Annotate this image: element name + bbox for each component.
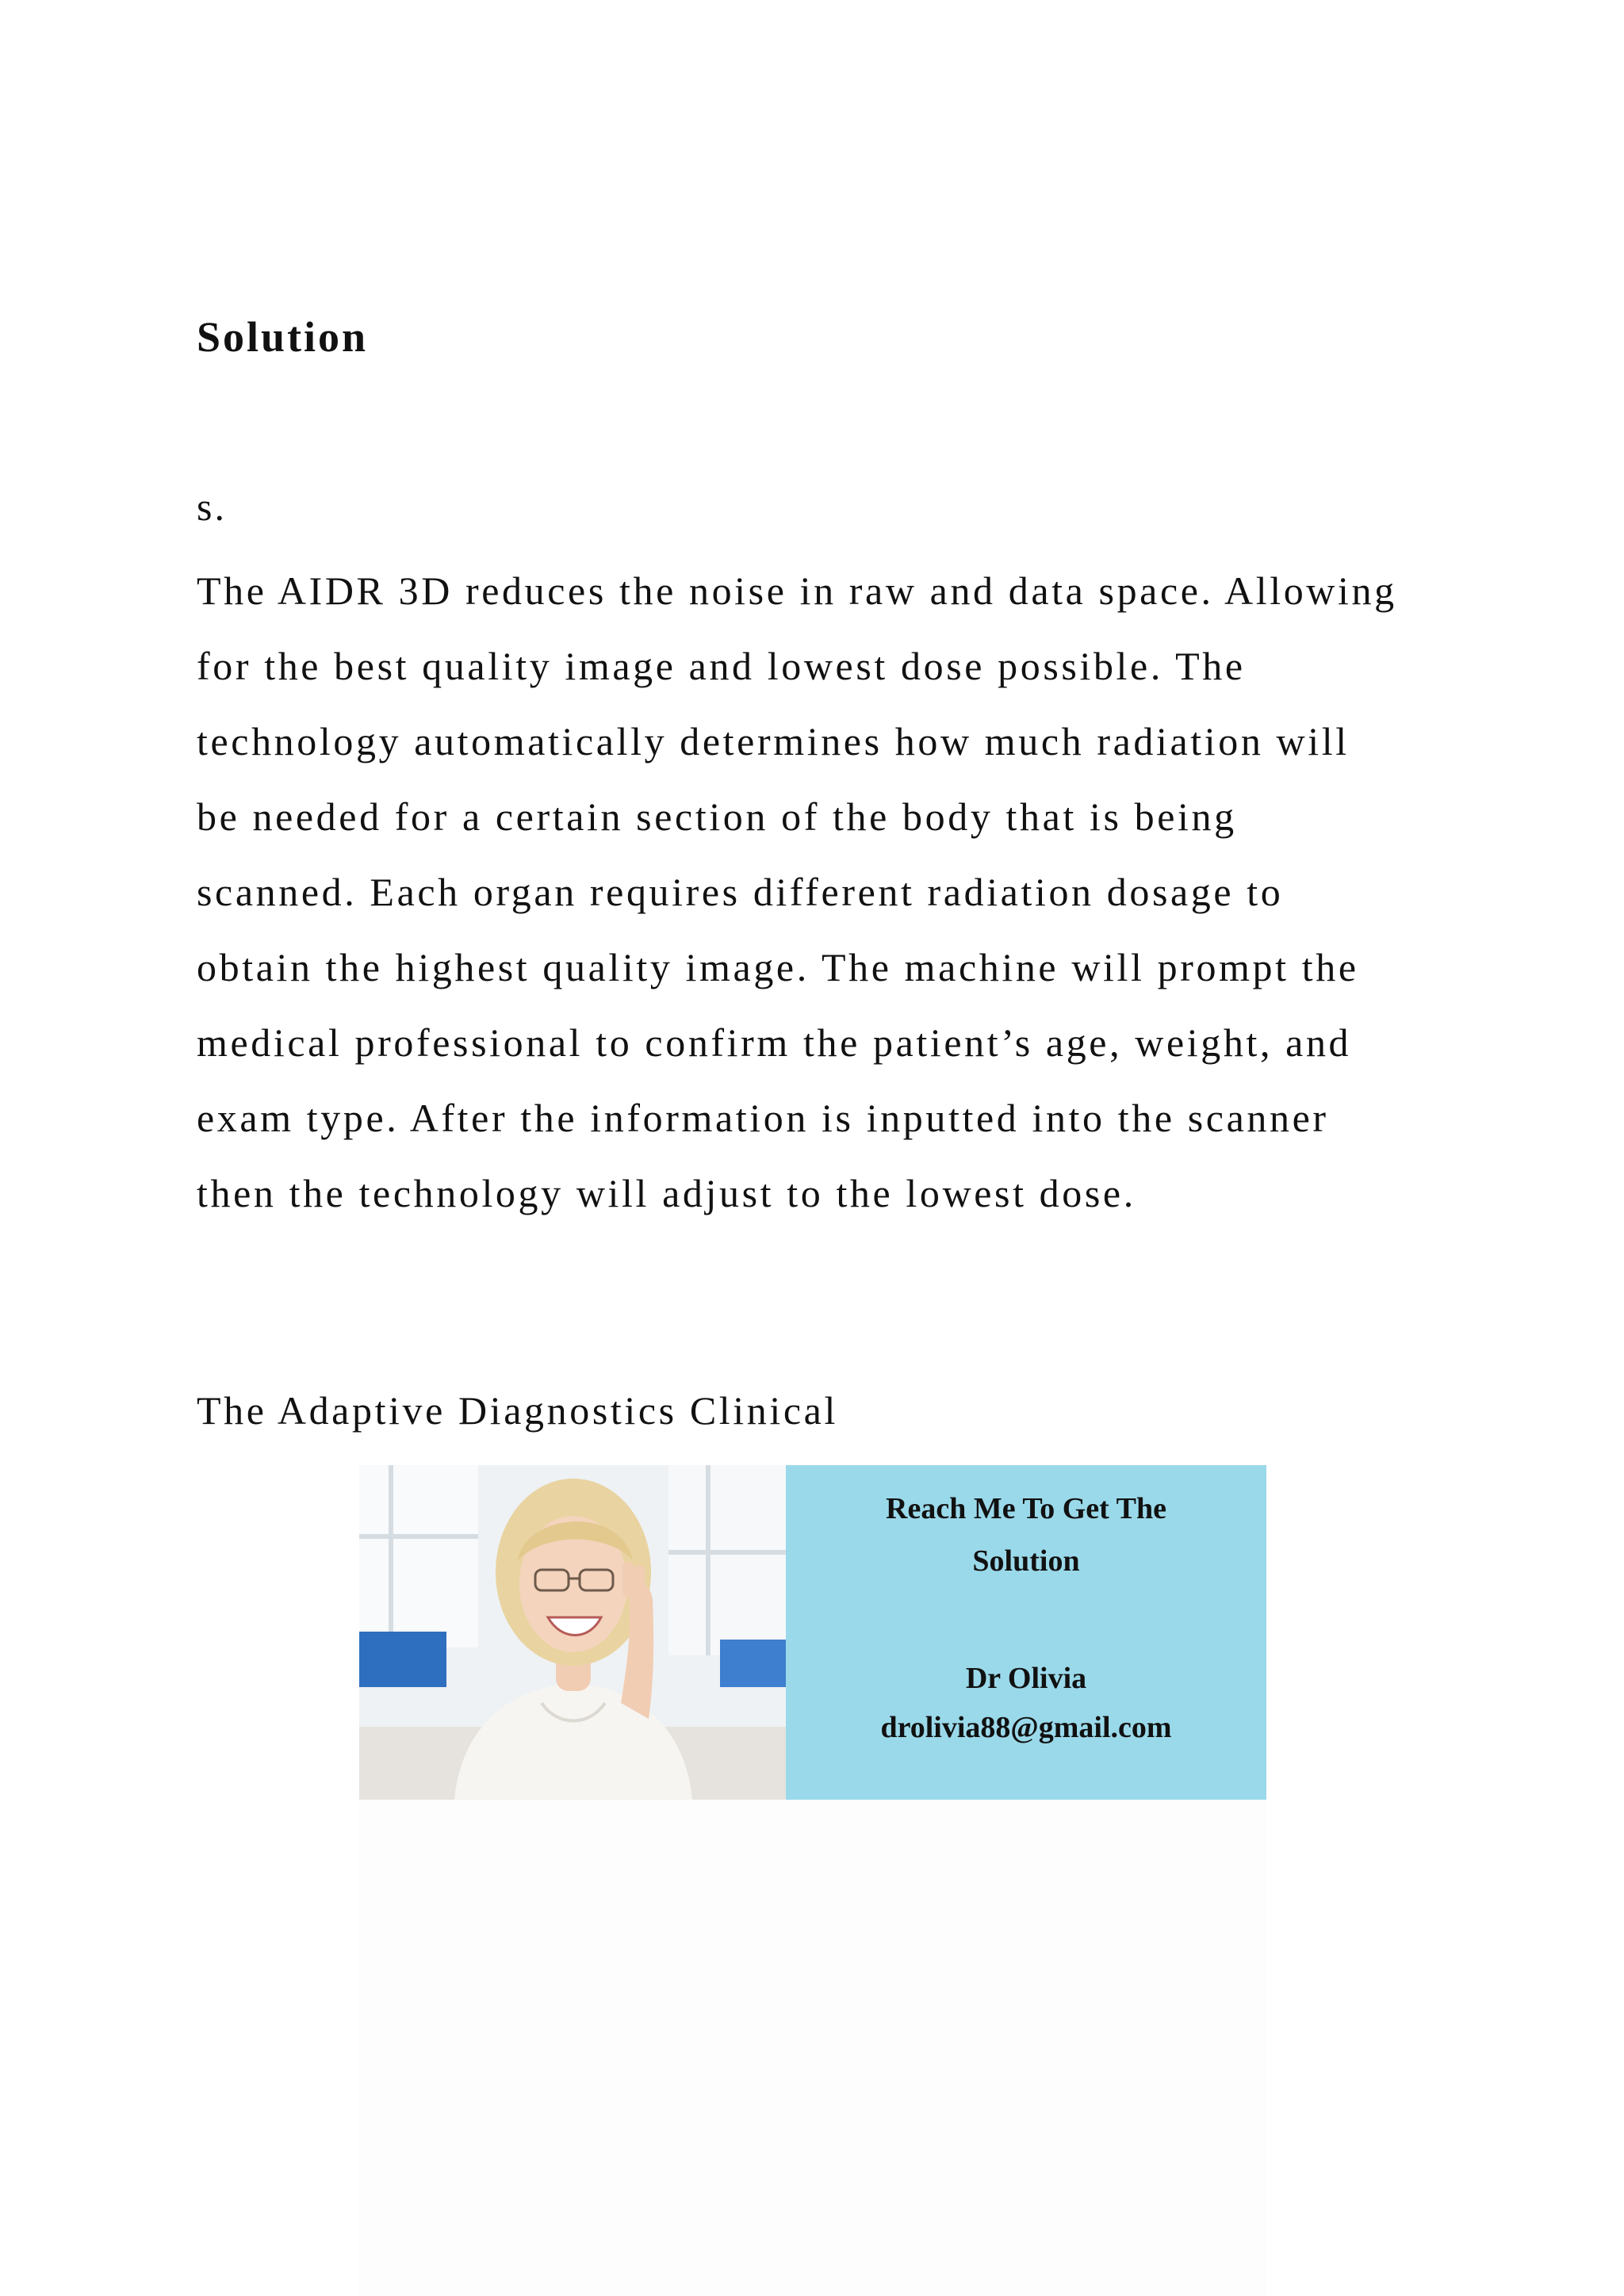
banner-line-1: Reach Me To Get The xyxy=(886,1492,1166,1525)
body-paragraph xyxy=(197,553,1397,1231)
paragraph-line: technology automatically determines how much radiation will xyxy=(197,719,1350,763)
banner-shadow-area xyxy=(359,1800,1266,2296)
paragraph-line: obtain the highest quality image. The machine will prompt the xyxy=(197,945,1359,989)
paragraph-line: medical professional to confirm the patient’s age, weight, and xyxy=(197,1020,1352,1065)
contact-ad-banner[interactable] xyxy=(359,1465,1266,1800)
paragraph-line: scanned. Each organ requires different radiation dosage to xyxy=(197,870,1284,914)
paragraph-line: be needed for a certain section of the body that is being xyxy=(197,794,1237,839)
section-heading: Solution xyxy=(197,313,369,361)
paragraph-line: then the technology will adjust to the lowest dose. xyxy=(197,1171,1136,1215)
banner-line-2: Solution xyxy=(972,1544,1080,1578)
paragraph-line: for the best quality image and lowest dose possible. The xyxy=(197,644,1246,688)
contact-email[interactable]: drolivia88@gmail.com xyxy=(880,1711,1172,1744)
subheading: The Adaptive Diagnostics Clinical xyxy=(197,1388,838,1433)
paragraph-line: exam type. After the information is inputted into the scanner xyxy=(197,1096,1329,1140)
contact-name: Dr Olivia xyxy=(965,1662,1087,1695)
woman-photo-illustration xyxy=(359,1465,786,1800)
woman-photo xyxy=(359,1465,786,1800)
text-fragment: s. xyxy=(197,484,227,529)
contact-info-panel xyxy=(786,1465,1266,1800)
paragraph-line: The AIDR 3D reduces the noise in raw and data space. Allowing xyxy=(197,568,1397,613)
